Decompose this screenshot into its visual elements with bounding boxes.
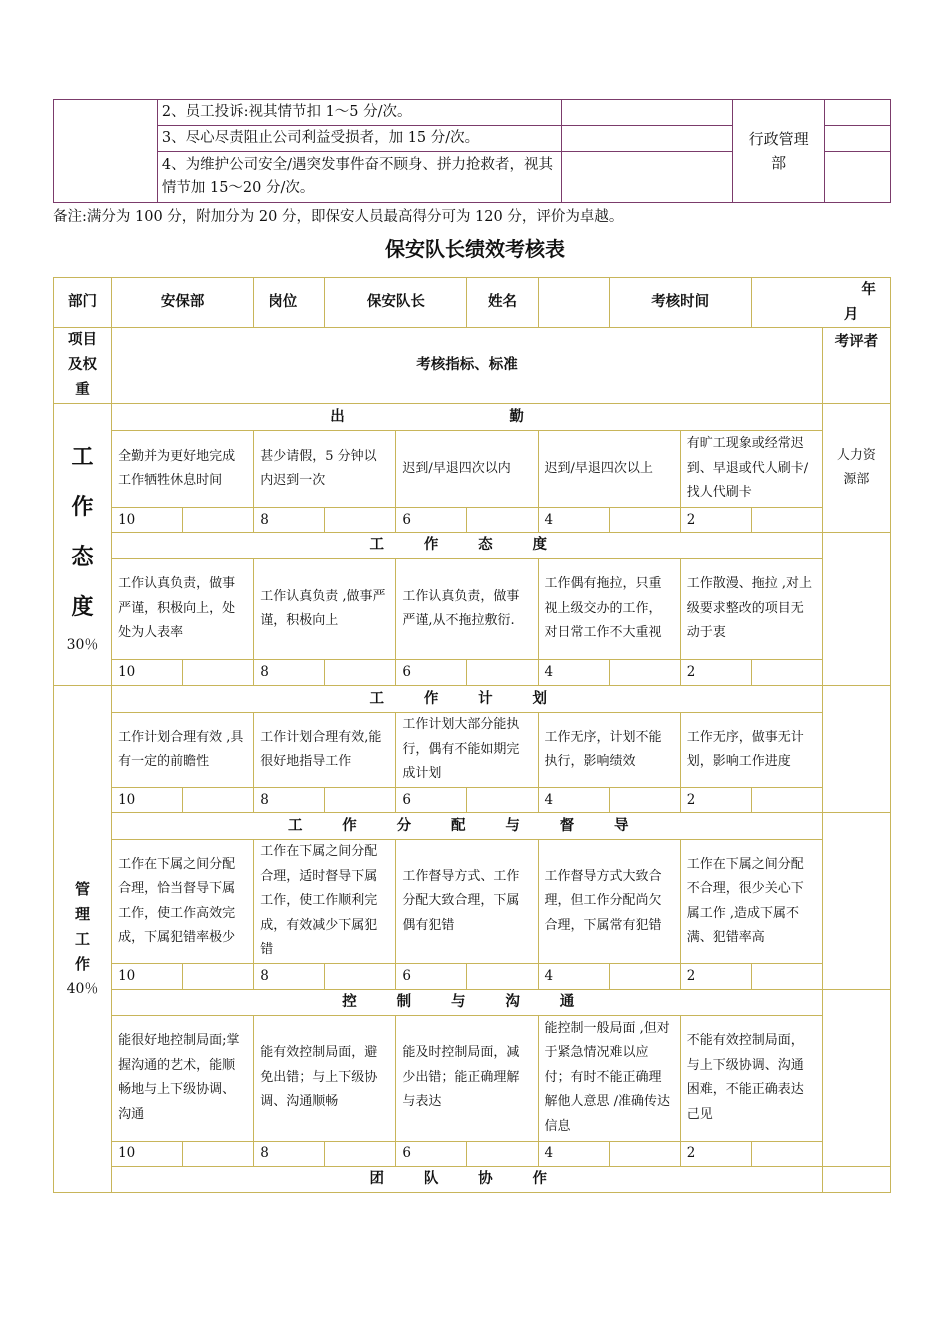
criterion-level: 不能有效控制局面，与上下级协调、沟通困难，不能正确表达己见 [680, 1015, 822, 1141]
criterion-level: 能控制一般局面 ,但对于紧急情况难以应付；有时不能正确理解他人意思 /准确传达信息 [538, 1015, 680, 1141]
score-value: 2 [680, 964, 751, 990]
criterion-level: 工作认真负责 ,做事严谨，积极向上 [254, 559, 396, 660]
plan-evaluator [822, 686, 890, 813]
criterion-level: 工作督导方式、工作分配大致合理，下属偶有犯错 [396, 840, 538, 964]
score-input[interactable] [325, 1141, 396, 1166]
category-work-attitude [54, 404, 112, 686]
section-title-text: 工 作 分 配 与 督 导 [287, 817, 646, 834]
category-management [54, 686, 112, 1193]
score-value: 6 [396, 660, 467, 686]
assessment-table [53, 277, 891, 1193]
post-label-text: 岗位 [268, 294, 298, 311]
criterion-level: 工作在下属之间分配合理，适时督导下属工作，使工作顺利完成，有效减少下属犯错 [254, 840, 396, 964]
section-title-text: 控 制 与 沟 通 [342, 994, 592, 1010]
section-control-title [112, 990, 823, 1016]
score-input[interactable] [183, 1141, 254, 1166]
page-title: 保安队长绩效考核表 [385, 237, 565, 261]
score-input[interactable] [183, 508, 254, 533]
score-value: 2 [680, 788, 751, 813]
blank-cell [825, 152, 891, 203]
post-label [254, 278, 325, 328]
section-title-text: 出 勤 [330, 408, 604, 425]
criteria-label: 考核指标、标准 [112, 328, 823, 404]
score-input[interactable] [609, 964, 680, 990]
criterion-level: 工作计划大部分能执行，偶有不能如期完成计划 [396, 713, 538, 788]
criterion-level: 能有效控制局面，避免出错；与上下级协调、沟通顺畅 [254, 1015, 396, 1141]
score-value: 2 [680, 508, 751, 533]
score-value: 10 [112, 508, 183, 533]
section-supervise-title [112, 813, 823, 840]
category-char: 工 [75, 929, 91, 948]
criterion-level: 工作认真负责，做事严谨,从不拖拉敷衍. [396, 559, 538, 660]
blank-cell [562, 100, 733, 126]
score-input[interactable] [325, 660, 396, 686]
criterion-level: 有旷工现象或经常迟到、早退或代人刷卡/找人代刷卡 [680, 431, 822, 508]
score-value: 6 [396, 964, 467, 990]
criterion-level: 工作在下属之间分配不合理，很少关心下属工作 ,造成下属不满、犯错率高 [680, 840, 822, 964]
score-value: 4 [538, 788, 609, 813]
score-value: 4 [538, 964, 609, 990]
name-label: 姓名 [467, 278, 538, 328]
criterion-level: 迟到/早退四次以上 [538, 431, 680, 508]
section-attitude-title [112, 533, 823, 559]
score-value: 8 [254, 660, 325, 686]
category-char: 理 [75, 904, 91, 923]
score-input[interactable] [183, 788, 254, 813]
section-plan-title [112, 686, 823, 713]
score-value: 10 [112, 1141, 183, 1166]
score-value: 2 [680, 1141, 751, 1166]
name-value[interactable] [538, 278, 609, 328]
section-title-text: 工 作 计 划 [369, 690, 565, 707]
score-input[interactable] [467, 964, 538, 990]
criterion-level: 工作督导方式大致合理，但工作分配尚欠合理，下属常有犯错 [538, 840, 680, 964]
category-char: 作 [75, 954, 91, 973]
score-value: 4 [538, 1141, 609, 1166]
criterion-level: 能及时控制局面，减少出错；能正确理解与表达 [396, 1015, 538, 1141]
category-weight: 40％ [66, 980, 99, 997]
criterion-level: 工作散漫、拖拉 ,对上级要求整改的项目无动于衷 [680, 559, 822, 660]
score-value: 8 [254, 1141, 325, 1166]
footnote: 备注:满分为 100 分，附加分为 20 分，即保安人员最高得分可为 120 分，评价为卓越。 [53, 209, 624, 225]
score-input[interactable] [325, 788, 396, 813]
criterion-level: 工作计划合理有效 ,具有一定的前瞻性 [112, 713, 254, 788]
dept-label: 部门 [54, 278, 112, 328]
section-attendance-title [112, 404, 823, 431]
criterion-level: 工作无序，做事无计划，影响工作进度 [680, 713, 822, 788]
score-input[interactable] [751, 964, 822, 990]
score-input[interactable] [325, 508, 396, 533]
section-title-text: 工 作 态 度 [369, 537, 565, 554]
score-value: 6 [396, 508, 467, 533]
score-input[interactable] [467, 660, 538, 686]
category-char: 作 [71, 494, 94, 520]
blank-cell [825, 100, 891, 126]
score-value: 10 [112, 964, 183, 990]
category-char: 态 [71, 544, 94, 570]
attitude-evaluator [822, 533, 890, 686]
criterion-level: 甚少请假，5 分钟以内迟到一次 [254, 431, 396, 508]
score-input[interactable] [751, 1141, 822, 1166]
supervise-evaluator [822, 813, 890, 990]
criterion-level: 迟到/早退四次以内 [396, 431, 538, 508]
score-value: 8 [254, 964, 325, 990]
score-input[interactable] [467, 1141, 538, 1166]
score-value: 8 [254, 508, 325, 533]
score-input[interactable] [751, 508, 822, 533]
evaluator-cell: 行政管理部 [733, 100, 825, 203]
criterion-level: 全勤并为更好地完成工作牺牲休息时间 [112, 431, 254, 508]
evaluator-label: 考评者 [822, 328, 890, 404]
score-input[interactable] [325, 964, 396, 990]
blank-cell [825, 126, 891, 152]
score-input[interactable] [467, 788, 538, 813]
score-value: 2 [680, 660, 751, 686]
month-label: 月 [843, 306, 859, 323]
item-weight-label: 项目及权重 [54, 328, 112, 404]
previous-criteria-table [53, 99, 891, 203]
score-input[interactable] [609, 788, 680, 813]
score-input[interactable] [467, 508, 538, 533]
category-char: 工 [71, 444, 94, 470]
criterion-level: 能很好地控制局面;掌握沟通的艺术，能顺畅地与上下级协调、沟通 [112, 1015, 254, 1141]
score-value: 4 [538, 660, 609, 686]
criterion-level: 工作计划合理有效,能很好地指导工作 [254, 713, 396, 788]
category-weight: 30％ [66, 636, 99, 653]
score-value: 10 [112, 660, 183, 686]
criterion-level: 工作在下属之间分配合理，恰当督导下属工作，使工作高效完成，下属犯错率极少 [112, 840, 254, 964]
criteria-row: 2、员工投诉:视其情节扣 1～5 分/次。 [157, 100, 561, 126]
time-label: 考核时间 [609, 278, 751, 328]
blank-cell [562, 126, 733, 152]
dept-value: 安保部 [112, 278, 254, 328]
blank-cell [562, 152, 733, 203]
score-input[interactable] [609, 508, 680, 533]
score-input[interactable] [751, 788, 822, 813]
score-value: 4 [538, 508, 609, 533]
score-value: 10 [112, 788, 183, 813]
score-value: 8 [254, 788, 325, 813]
criterion-level: 工作认真负责，做事严谨，积极向上，处处为人表率 [112, 559, 254, 660]
criteria-row: 3、尽心尽责阻止公司利益受损者，加 15 分/次。 [157, 126, 561, 152]
score-input[interactable] [609, 1141, 680, 1166]
time-value[interactable] [751, 278, 890, 328]
score-input[interactable] [183, 660, 254, 686]
score-input[interactable] [751, 660, 822, 686]
score-value: 6 [396, 788, 467, 813]
score-input[interactable] [609, 660, 680, 686]
score-value: 6 [396, 1141, 467, 1166]
criterion-level: 工作偶有拖拉，只重视上级交办的工作，对日常工作不大重视 [538, 559, 680, 660]
evaluator-text: 人力资源部 [836, 447, 876, 487]
post-value: 保安队长 [325, 278, 467, 328]
year-label: 年 [861, 282, 876, 298]
score-input[interactable] [183, 964, 254, 990]
criterion-level: 工作无序，计划不能执行，影响绩效 [538, 713, 680, 788]
category-char: 度 [71, 594, 94, 620]
section-title-text: 团 队 协 作 [369, 1170, 565, 1187]
team-evaluator [822, 1166, 890, 1192]
category-char: 管 [75, 879, 91, 898]
section-team-title [112, 1166, 823, 1192]
blank-cell [54, 100, 158, 203]
attendance-evaluator [822, 404, 890, 533]
control-evaluator [822, 990, 890, 1167]
criteria-row: 4、为维护公司安全/遇突发事件奋不顾身、拼力抢救者，视其情节加 15～20 分/次。 [157, 152, 561, 203]
